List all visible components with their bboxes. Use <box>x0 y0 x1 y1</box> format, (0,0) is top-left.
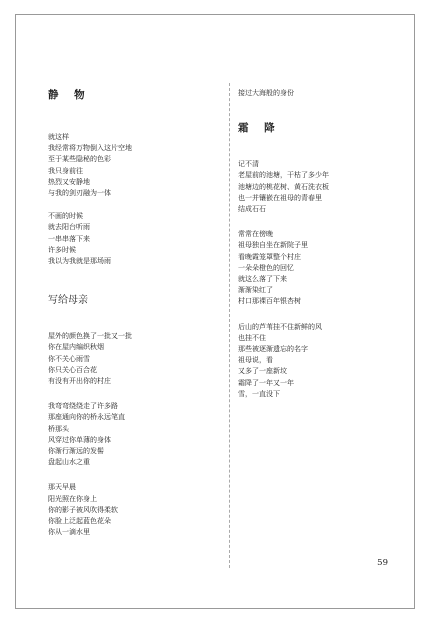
poem-line: 风穿过你单薄的身体 <box>48 435 111 444</box>
poem-line: 霜降了一年又一年 <box>238 378 294 387</box>
poem-line: 我弯弯绕绕走了许多路 <box>48 402 118 411</box>
poem-line: 你在屋内编织秋烟 <box>48 343 104 352</box>
stanza <box>48 482 223 538</box>
poem-line: 也挂不住 <box>238 333 266 342</box>
poem-line: 你渐行渐远的发髻 <box>48 447 104 456</box>
poem-line: 祖母独自坐在新院子里 <box>238 241 308 250</box>
poem-line: 你的影子被风吹得柔软 <box>48 505 118 514</box>
poem-line: 阳光照在你身上 <box>48 494 97 503</box>
poem-line: 与我的剑刃融为一体 <box>48 189 111 198</box>
poem-title: 静 物 <box>48 89 91 101</box>
poem-line: 许多时候 <box>48 245 76 254</box>
poem-title: 霜 降 <box>238 122 281 135</box>
column-divider <box>229 83 230 568</box>
stanza <box>48 132 223 199</box>
stanza <box>48 401 223 468</box>
poem-line: 我经常将万物倒入这片空地 <box>48 144 132 153</box>
poem-line: 那些被逐渐遗忘的名字 <box>238 345 308 354</box>
poem-line: 又多了一座新坟 <box>238 367 287 376</box>
poem-line: 也一并镶嵌在祖母的青春里 <box>238 193 322 202</box>
stanza <box>48 211 223 267</box>
poem-line: 你从一滴水里 <box>48 528 90 537</box>
poem-line: 你只关心百合花 <box>48 365 97 374</box>
poem-line: 盘起山水之重 <box>48 458 90 467</box>
poem-line: 你不关心雨雪 <box>48 354 90 363</box>
page-number: 59 <box>377 558 388 568</box>
book-page <box>15 14 415 609</box>
poem-line: 有没有开出你的村庄 <box>48 377 111 386</box>
poem-line: 那座通向你的桥永远笔直 <box>48 413 125 422</box>
poem-line: 那天早晨 <box>48 483 76 492</box>
poem-line: 热烈又安静地 <box>48 177 90 186</box>
poem-line: 就这么落了下来 <box>238 275 287 284</box>
poem-line: 老屋前的池塘，干枯了多少年 <box>238 171 329 180</box>
poem-title: 写给母亲 <box>48 295 88 307</box>
poem-line: 一串串落下来 <box>48 234 90 243</box>
poem-line: 看晚霞笼罩整个村庄 <box>238 252 301 261</box>
poem-line: 祖母说，看 <box>238 356 273 365</box>
poem-line: 村口那裸百年银杏树 <box>238 297 301 306</box>
poem-line: 后山的芦苇挂不住新鲜的风 <box>238 322 322 331</box>
stanza <box>238 322 398 400</box>
poem-line: 接过大海般的身份 <box>238 89 294 97</box>
poem-line: 一朵朵橙色的回忆 <box>238 263 294 272</box>
poem-line: 我只身前往 <box>48 166 83 175</box>
right-column <box>238 88 398 400</box>
poem-line: 记不清 <box>238 160 259 169</box>
stanza <box>238 229 398 307</box>
poem-line: 常常在傍晚 <box>238 230 273 239</box>
poem-line: 渐渐染红了 <box>238 286 273 295</box>
poem-line: 就这样 <box>48 133 69 141</box>
stanza <box>238 159 398 215</box>
poem-line: 我以为我就是那场雨 <box>48 257 111 266</box>
poem-line: 屋外的颜色换了一批又一批 <box>48 332 132 341</box>
poem-line: 桥那头 <box>48 424 69 433</box>
poem-line: 至于某些隐秘的色彩 <box>48 155 111 164</box>
left-column <box>48 88 223 538</box>
stanza <box>48 331 223 387</box>
poem-line: 不画的时候 <box>48 212 83 221</box>
poem-line: 你脸上泛起蓝色花朵 <box>48 517 111 526</box>
poem-line: 结成石石 <box>238 205 266 214</box>
poem-line: 池塘边的桃花树、黄石洗衣板 <box>238 182 329 191</box>
poem-line: 就去阳台听雨 <box>48 223 90 232</box>
poem-line: 雪，一直没下 <box>238 389 280 398</box>
